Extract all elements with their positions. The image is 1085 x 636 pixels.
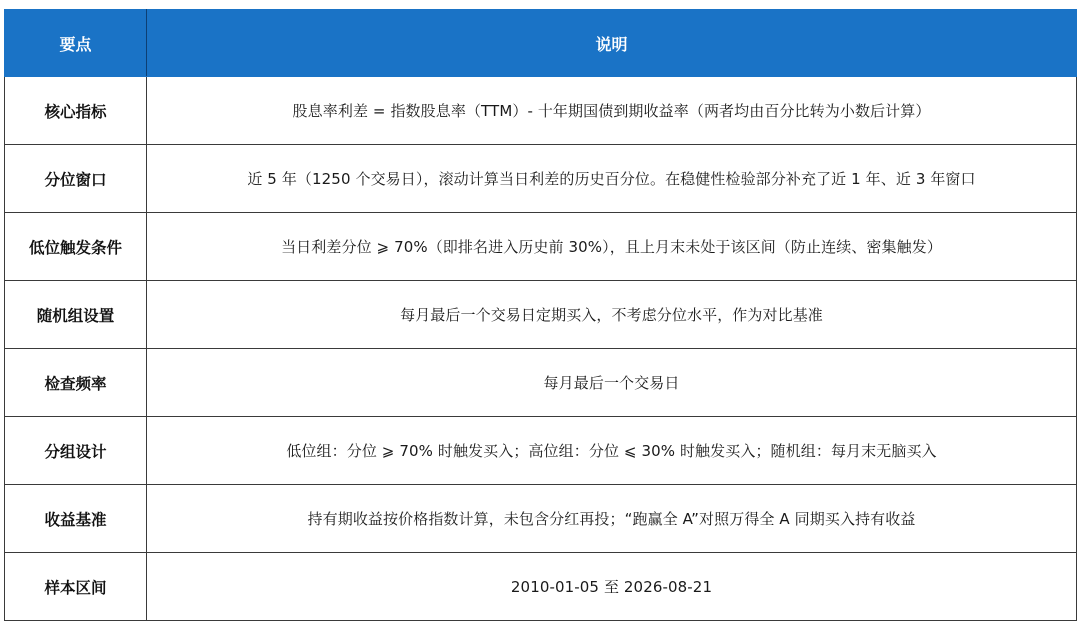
row-desc: 持有期收益按价格指数计算，未包含分红再投；“跑赢全 A”对照万得全 A 同期买入持有收益 xyxy=(147,485,1077,553)
header-key: 要点 xyxy=(5,10,147,77)
row-desc: 低位组：分位 ⩾ 70% 时触发买入；高位组：分位 ⩽ 30% 时触发买入；随机组：每月末无脑买入 xyxy=(147,417,1077,485)
table-header-row xyxy=(5,10,1077,77)
table-row xyxy=(5,349,1077,417)
table-row xyxy=(5,553,1077,621)
table-row xyxy=(5,213,1077,281)
row-desc: 近 5 年（1250 个交易日），滚动计算当日利差的历史百分位。在稳健性检验部分补充了近 1 年、近 3 年窗口 xyxy=(147,145,1077,213)
row-key: 样本区间 xyxy=(5,553,147,621)
row-desc: 当日利差分位 ⩾ 70%（即排名进入历史前 30%），且上月末未处于该区间（防止连续、密集触发） xyxy=(147,213,1077,281)
row-key: 分位窗口 xyxy=(5,145,147,213)
row-key: 随机组设置 xyxy=(5,281,147,349)
table-row xyxy=(5,417,1077,485)
row-desc: 每月最后一个交易日 xyxy=(147,349,1077,417)
summary-table xyxy=(4,9,1077,621)
header-desc: 说明 xyxy=(147,10,1077,77)
table-row xyxy=(5,77,1077,145)
row-key: 低位触发条件 xyxy=(5,213,147,281)
row-desc: 股息率利差 = 指数股息率（TTM）- 十年期国债到期收益率（两者均由百分比转为小数后计算） xyxy=(147,77,1077,145)
table-row xyxy=(5,281,1077,349)
table-row xyxy=(5,485,1077,553)
row-key: 分组设计 xyxy=(5,417,147,485)
row-desc: 每月最后一个交易日定期买入，不考虑分位水平，作为对比基准 xyxy=(147,281,1077,349)
row-key: 核心指标 xyxy=(5,77,147,145)
row-desc: 2010-01-05 至 2026-08-21 xyxy=(147,553,1077,621)
table-row xyxy=(5,145,1077,213)
row-key: 收益基准 xyxy=(5,485,147,553)
row-key: 检查频率 xyxy=(5,349,147,417)
